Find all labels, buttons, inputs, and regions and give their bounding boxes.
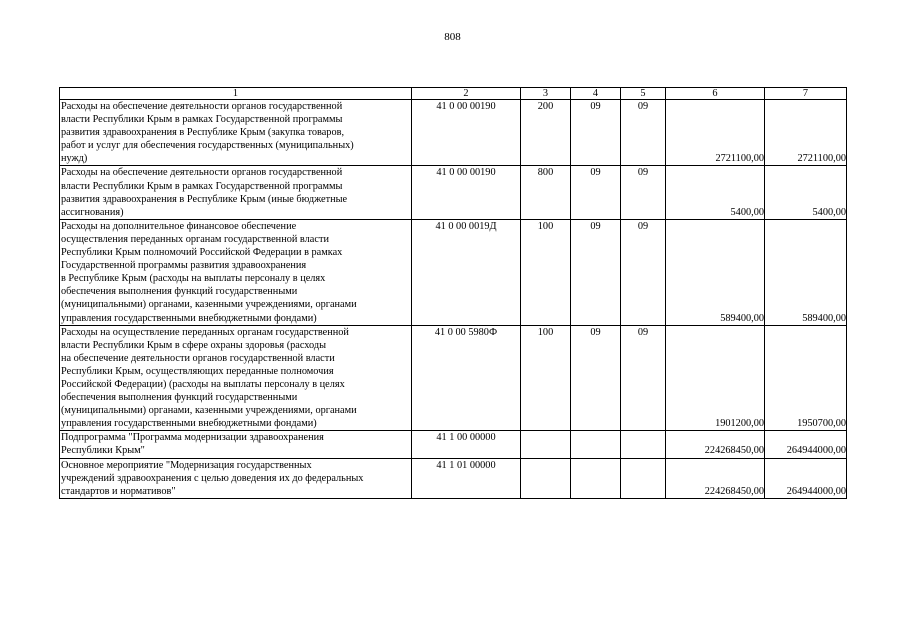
row-amount-col6 [666,166,765,219]
row-expense-type: 200 [521,100,571,166]
row-target-article-code: 41 0 00 5980Ф [412,325,521,431]
row-target-article-code: 41 1 01 00000 [412,458,521,498]
row-subsection: 09 [621,100,666,166]
row-description-line: нужд) [61,153,88,165]
table-row [60,458,847,498]
row-amount-col7-value: 264944000,00 [786,485,846,497]
page-number: 808 [444,31,461,43]
column-header-4: 4 [571,88,621,100]
row-amount-col6 [666,458,765,498]
row-description-line: Расходы на дополнительное финансовое обеспечение [61,220,297,232]
row-description-line: учреждений здравоохранения с целью доведения их до федеральных [61,472,364,484]
row-amount-col6 [666,100,765,166]
table-row [60,100,847,166]
row-description-line: Расходы на обеспечение деятельности органов государственной [61,101,343,112]
row-section: 09 [571,100,621,166]
row-amount-col6 [666,431,765,458]
row-amount-col6-value: 224268450,00 [704,485,764,497]
row-amount-col7-value: 1950700,00 [797,418,846,430]
row-target-article-code: 41 1 00 00000 [412,431,521,458]
row-description [60,431,412,458]
row-description-line: развития здравоохранения в Республике Крым (закупка товаров, [61,127,345,139]
row-description-line: на обеспечение деятельности органов государственной власти [61,352,335,364]
row-amount-col7 [765,458,847,498]
row-amount-col7 [765,219,847,325]
row-target-article-code: 41 0 00 0019Д [412,219,521,325]
row-description-line: (муниципальными) органами, казенными учреждениями, органами [61,299,357,311]
column-header-1: 1 [60,88,412,100]
row-amount-col6-value: 589400,00 [720,312,764,324]
row-description-line: (муниципальными) органами, казенными учреждениями, органами [61,405,357,417]
row-section [571,431,621,458]
row-amount-col6-value: 5400,00 [730,206,764,218]
row-description-line: Российской Федерации) (расходы на выплаты персоналу в целях [61,378,345,390]
row-subsection: 09 [621,219,666,325]
row-description-line: работ и услуг для обеспечения государственных (муниципальных) [61,140,354,152]
row-description-line: Республики Крым" [61,445,145,457]
row-subsection: 09 [621,325,666,431]
row-description-line: Республики Крым полномочий Российской Федерации в рамках [61,247,343,259]
row-amount-col7 [765,100,847,166]
row-amount-col6-value: 224268450,00 [704,445,764,457]
row-description-line: управления государственными внебюджетными фондами) [61,418,317,430]
row-subsection [621,458,666,498]
row-amount-col7 [765,431,847,458]
row-description-line: управления государственными внебюджетными фондами) [61,312,317,324]
row-expense-type [521,458,571,498]
table-row [60,166,847,219]
row-expense-type: 800 [521,166,571,219]
row-section: 09 [571,219,621,325]
column-header-5: 5 [621,88,666,100]
row-description-line: Расходы на обеспечение деятельности органов государственной [61,167,343,179]
table-header-row [60,88,847,100]
row-amount-col7 [765,166,847,219]
row-description [60,219,412,325]
row-description-line: Подпрограмма "Программа модернизации здравоохранения [61,432,324,444]
row-amount-col7 [765,325,847,431]
row-amount-col7-value: 589400,00 [802,312,846,324]
row-description [60,325,412,431]
row-subsection [621,431,666,458]
row-target-article-code: 41 0 00 00190 [412,100,521,166]
row-description-line: Расходы на осуществление переданных органам государственной [61,326,349,338]
table-row [60,325,847,431]
row-description [60,458,412,498]
row-expense-type [521,431,571,458]
row-description-line: власти Республики Крым в рамках Государственной программы [61,180,343,192]
row-description-line: осуществления переданных органам государственной власти [61,233,329,245]
row-amount-col6-value: 2721100,00 [715,153,764,165]
row-description-line: власти Республики Крым в сфере охраны здоровья (расходы [61,339,327,351]
row-description-line: власти Республики Крым в рамках Государственной программы [61,114,343,126]
row-amount-col6 [666,219,765,325]
row-expense-type: 100 [521,219,571,325]
row-description-line: Основное мероприятие "Модернизация государственных [61,459,312,471]
row-subsection: 09 [621,166,666,219]
row-section [571,458,621,498]
row-amount-col6 [666,325,765,431]
row-amount-col7-value: 264944000,00 [786,445,846,457]
table-row [60,431,847,458]
budget-table [59,87,847,499]
row-target-article-code: 41 0 00 00190 [412,166,521,219]
row-section: 09 [571,325,621,431]
table-row [60,219,847,325]
row-description [60,166,412,219]
row-expense-type: 100 [521,325,571,431]
row-description-line: Государственной программы развития здравоохранения [61,260,307,272]
column-header-6: 6 [666,88,765,100]
column-header-3: 3 [521,88,571,100]
row-description-line: развития здравоохранения в Республике Крым (иные бюджетные [61,193,348,205]
row-description [60,100,412,166]
column-header-2: 2 [412,88,521,100]
row-amount-col6-value: 1901200,00 [715,418,764,430]
row-description-line: обеспечения выполнения функций государственными [61,286,298,298]
row-description-line: обеспечения выполнения функций государственными [61,392,298,404]
column-header-7: 7 [765,88,847,100]
row-section: 09 [571,166,621,219]
row-description-line: в Республике Крым (расходы на выплаты персоналу в целях [61,273,326,285]
row-description-line: стандартов и нормативов" [61,485,176,497]
row-description-line: Республики Крым, осуществляющих переданные полномочия [61,365,334,377]
row-description-line: ассигнования) [61,206,124,218]
row-amount-col7-value: 5400,00 [812,206,846,218]
row-amount-col7-value: 2721100,00 [797,153,846,165]
